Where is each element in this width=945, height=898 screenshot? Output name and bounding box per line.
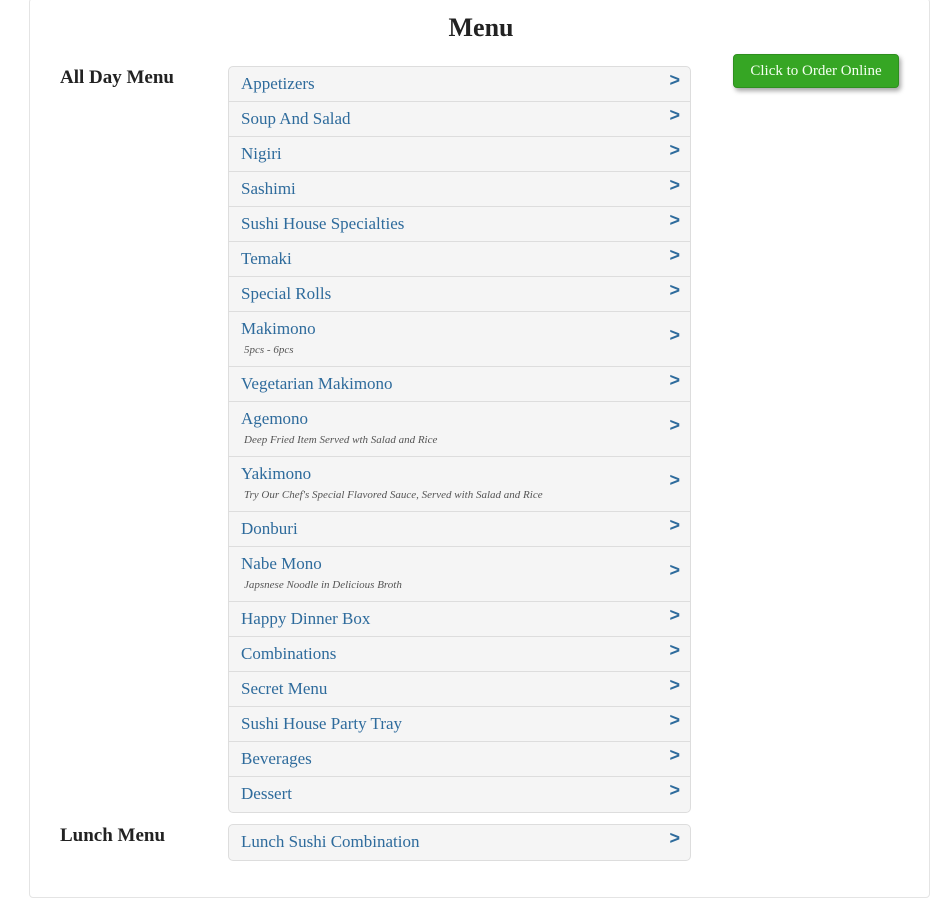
menu-item-happy-dinner-box[interactable] <box>229 602 690 637</box>
menu-item-nigiri[interactable] <box>229 137 690 172</box>
menu-item-special-rolls[interactable] <box>229 277 690 312</box>
chevron-right-icon: > <box>669 325 680 345</box>
menu-item-makimono[interactable] <box>229 312 690 367</box>
chevron-right-icon: > <box>669 745 680 765</box>
menu-item-label[interactable]: Combinations <box>241 644 337 663</box>
menu-item-label[interactable]: Temaki <box>241 249 292 268</box>
chevron-right-icon: > <box>669 828 680 848</box>
chevron-right-icon: > <box>669 560 680 580</box>
menu-item-label[interactable]: Nigiri <box>241 144 282 163</box>
menu-item-yakimono[interactable] <box>229 457 690 512</box>
chevron-right-icon: > <box>669 140 680 160</box>
menu-item-secret-menu[interactable] <box>229 672 690 707</box>
menu-item-temaki[interactable] <box>229 242 690 277</box>
menu-item-label[interactable]: Yakimono <box>241 464 312 483</box>
menu-item-label[interactable]: Vegetarian Makimono <box>241 374 393 393</box>
menu-item-label[interactable]: Beverages <box>241 749 312 768</box>
chevron-right-icon: > <box>669 175 680 195</box>
menu-item-combinations[interactable] <box>229 637 690 672</box>
menu-item-soup-and-salad[interactable] <box>229 102 690 137</box>
section-title-lunch-menu: Lunch Menu <box>60 825 166 846</box>
menu-item-label[interactable]: Happy Dinner Box <box>241 609 371 628</box>
menu-item-label[interactable]: Secret Menu <box>241 679 328 698</box>
menu-item-label[interactable]: Soup And Salad <box>241 109 351 128</box>
menu-item-label[interactable]: Sushi House Party Tray <box>241 714 403 733</box>
menu-item-label[interactable]: Makimono <box>241 319 316 338</box>
menu-item-nabe-mono[interactable] <box>229 547 690 602</box>
page-title: Menu <box>448 13 514 42</box>
menu-item-description: Try Our Chef's Special Flavored Sauce, Served with Salad and Rice <box>244 489 543 501</box>
chevron-right-icon: > <box>669 105 680 125</box>
menu-item-sushi-house-specialties[interactable] <box>229 207 690 242</box>
chevron-right-icon: > <box>669 70 680 90</box>
chevron-right-icon: > <box>669 710 680 730</box>
menu-item-label[interactable]: Special Rolls <box>241 284 332 303</box>
menu-item-agemono[interactable] <box>229 402 690 457</box>
chevron-right-icon: > <box>669 640 680 660</box>
chevron-right-icon: > <box>669 280 680 300</box>
chevron-right-icon: > <box>669 780 680 800</box>
menu-item-dessert[interactable] <box>229 777 690 812</box>
chevron-right-icon: > <box>669 210 680 230</box>
chevron-right-icon: > <box>669 470 680 490</box>
menu-item-sushi-house-party-tray[interactable] <box>229 707 690 742</box>
menu-item-sashimi[interactable] <box>229 172 690 207</box>
lunch-menu-list <box>228 824 691 861</box>
menu-item-beverages[interactable] <box>229 742 690 777</box>
menu-item-label[interactable]: Donburi <box>241 519 298 538</box>
menu-item-label[interactable]: Nabe Mono <box>241 554 322 573</box>
menu-item-label[interactable]: Sushi House Specialties <box>241 214 405 233</box>
menu-item-label[interactable]: Appetizers <box>241 74 315 93</box>
chevron-right-icon: > <box>669 370 680 390</box>
menu-item-vegetarian-makimono[interactable] <box>229 367 690 402</box>
section-title-all-day-menu: All Day Menu <box>60 67 174 88</box>
menu-item-description: Japsnese Noodle in Delicious Broth <box>244 579 402 591</box>
menu-page <box>29 0 930 898</box>
chevron-right-icon: > <box>669 675 680 695</box>
menu-item-lunch-sushi-combination[interactable] <box>229 825 690 860</box>
menu-item-appetizers[interactable] <box>229 67 690 102</box>
chevron-right-icon: > <box>669 415 680 435</box>
all-day-menu-list <box>228 66 691 813</box>
chevron-right-icon: > <box>669 605 680 625</box>
menu-item-label[interactable]: Agemono <box>241 409 309 428</box>
menu-item-label[interactable]: Lunch Sushi Combination <box>241 832 420 851</box>
chevron-right-icon: > <box>669 515 680 535</box>
menu-item-label[interactable]: Dessert <box>241 784 292 803</box>
menu-item-description: Deep Fried Item Served wth Salad and Rice <box>244 434 438 446</box>
menu-item-description: 5pcs - 6pcs <box>244 344 294 356</box>
chevron-right-icon: > <box>669 245 680 265</box>
menu-item-label[interactable]: Sashimi <box>241 179 296 198</box>
menu-item-donburi[interactable] <box>229 512 690 547</box>
order-online-button[interactable]: Click to Order Online <box>733 54 899 88</box>
